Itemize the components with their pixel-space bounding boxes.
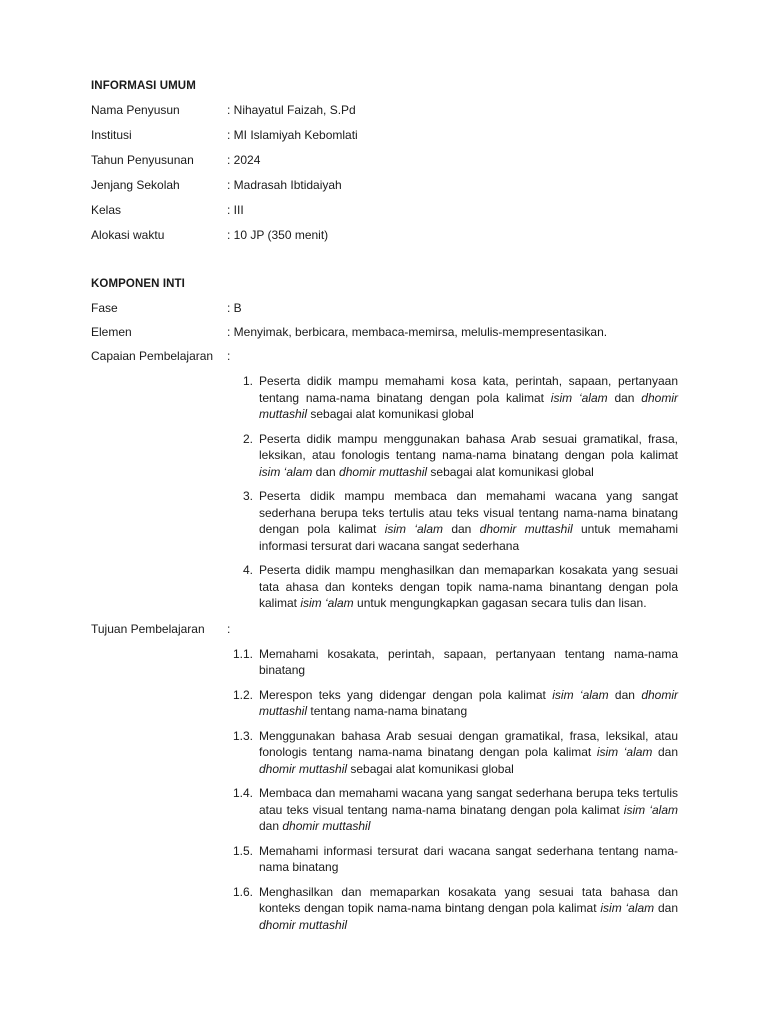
info-value: : Madrasah Ibtidaiyah [227, 178, 342, 192]
list-item [229, 431, 678, 481]
tujuan-list [229, 646, 678, 934]
info-label: Alokasi waktu [91, 228, 165, 242]
list-item-number: 1. [242, 374, 253, 388]
info-value: : MI Islamiyah Kebomlati [227, 128, 358, 142]
list-item [229, 843, 678, 876]
list-item-text: Merespon teks yang didengar dengan pola kalimat isim ‘alam dan dhomir muttashil tentang nama-nama binatang [259, 687, 678, 718]
list-item-text: Menghasilkan dan memaparkan kosakata yang sesuai tata bahasa dan konteks dengan topik nama-nama bintang dengan pola kalimat isim ‘alam dan dhomir muttashil [259, 884, 679, 932]
list-item [229, 373, 678, 423]
komponen-value: : Menyimak, berbicara, membaca-memirsa, melulis-mempresentasikan. [227, 325, 608, 339]
list-item-number: 1.5. [232, 843, 253, 858]
list-item-number: 1.3. [232, 728, 253, 743]
info-row-nama-penyusun [91, 102, 678, 118]
info-row-alokasi-waktu [91, 227, 678, 243]
komponen-label: Capaian Pembelajaran [91, 349, 214, 363]
info-row-tahun-penyusunan [91, 152, 678, 168]
list-item-text: Peserta didik mampu memahami kosa kata, perintah, sapaan, pertanyaan tentang nama-nama binatang dengan pola kalimat isim ‘alam dan dhomir muttashil sebagai alat komunikasi global [259, 374, 678, 421]
list-item-text: Peserta didik mampu menggunakan bahasa Arab sesuai gramatikal, frasa, leksikan, atau fonologis tentang nama-nama binatang dengan pola kalimat isim ‘alam dan dhomir muttashil sebagai alat komunikasi global [259, 431, 678, 479]
list-item [229, 884, 678, 934]
info-value: : 10 JP (350 menit) [227, 228, 329, 242]
list-item [229, 646, 678, 679]
list-item-number: 1.2. [232, 687, 253, 702]
komponen-label: Fase [91, 301, 118, 315]
info-label: Institusi [91, 128, 132, 142]
list-item [229, 687, 678, 720]
list-item-number: 2. [242, 431, 253, 446]
info-value: : 2024 [227, 153, 261, 167]
list-item-text: Peserta didik mampu membaca dan memahami wacana yang sangat sederhana berupa teks tertulis atau teks visual tentang nama-nama binatang dengan pola kalimat isim ‘alam dan dhomir muttashil untuk memahami informasi tersurat dari wacana sangat sederhana [259, 489, 679, 553]
list-item [229, 785, 678, 835]
info-label: Tahun Penyusunan [91, 153, 194, 167]
list-item-text: Memahami informasi tersurat dari wacana sangat sederhana tentang nama-nama binatang [259, 843, 678, 874]
list-item-text: Menggunakan bahasa Arab sesuai dengan gramatikal, frasa, leksikal, atau fonologis tentang nama-nama binatang dengan pola kalimat isim ‘alam dan dhomir muttashil sebagai alat komunikasi global [259, 728, 679, 776]
info-row-kelas [91, 202, 678, 218]
list-item-text: Peserta didik mampu menghasilkan dan memaparkan kosakata yang sesuai tata ahasa dan konteks dengan topik nama-nama binantang dengan pola kalimat isim ‘alam untuk mengungkapkan gagasan secara tulis dan lisan. [259, 563, 678, 610]
komponen-row-elemen [91, 324, 678, 340]
info-row-institusi [91, 127, 678, 143]
komponen-row-capaian [91, 348, 678, 364]
list-item [229, 728, 678, 778]
komponen-label: Elemen [91, 325, 132, 339]
info-row-jenjang-sekolah [91, 177, 678, 193]
document-page [91, 78, 678, 933]
list-item-text: Memahami kosakata, perintah, sapaan, pertanyaan tentang nama-nama binatang [259, 646, 678, 677]
list-item-number: 1.6. [232, 884, 253, 899]
list-item [229, 562, 678, 612]
list-item-number: 3. [242, 489, 253, 503]
list-item-number: 1.1. [232, 646, 253, 661]
list-item-number: 4. [242, 563, 253, 577]
list-item [229, 488, 678, 554]
komponen-row-fase [91, 300, 678, 316]
info-value: : Nihayatul Faizah, S.Pd [227, 103, 356, 117]
section-title-informasi-umum: INFORMASI UMUM [91, 80, 196, 92]
komponen-row-tujuan [91, 621, 678, 637]
info-label: Jenjang Sekolah [91, 178, 180, 192]
info-label: Nama Penyusun [91, 103, 180, 117]
list-item-number: 1.4. [232, 786, 253, 800]
section-title-komponen-inti: KOMPONEN INTI [91, 278, 185, 290]
komponen-colon: : [227, 349, 231, 363]
list-item-text: Membaca dan memahami wacana yang sangat sederhana berupa teks tertulis atau teks visual tentang nama-nama binatang dengan pola kalimat isim ‘alam dan dhomir muttashil [259, 786, 678, 833]
info-value: : III [227, 203, 244, 217]
capaian-list [229, 373, 678, 612]
info-label: Kelas [91, 203, 122, 217]
komponen-label: Tujuan Pembelajaran [91, 621, 205, 636]
komponen-colon: : [227, 621, 231, 636]
komponen-value: : B [227, 301, 242, 315]
